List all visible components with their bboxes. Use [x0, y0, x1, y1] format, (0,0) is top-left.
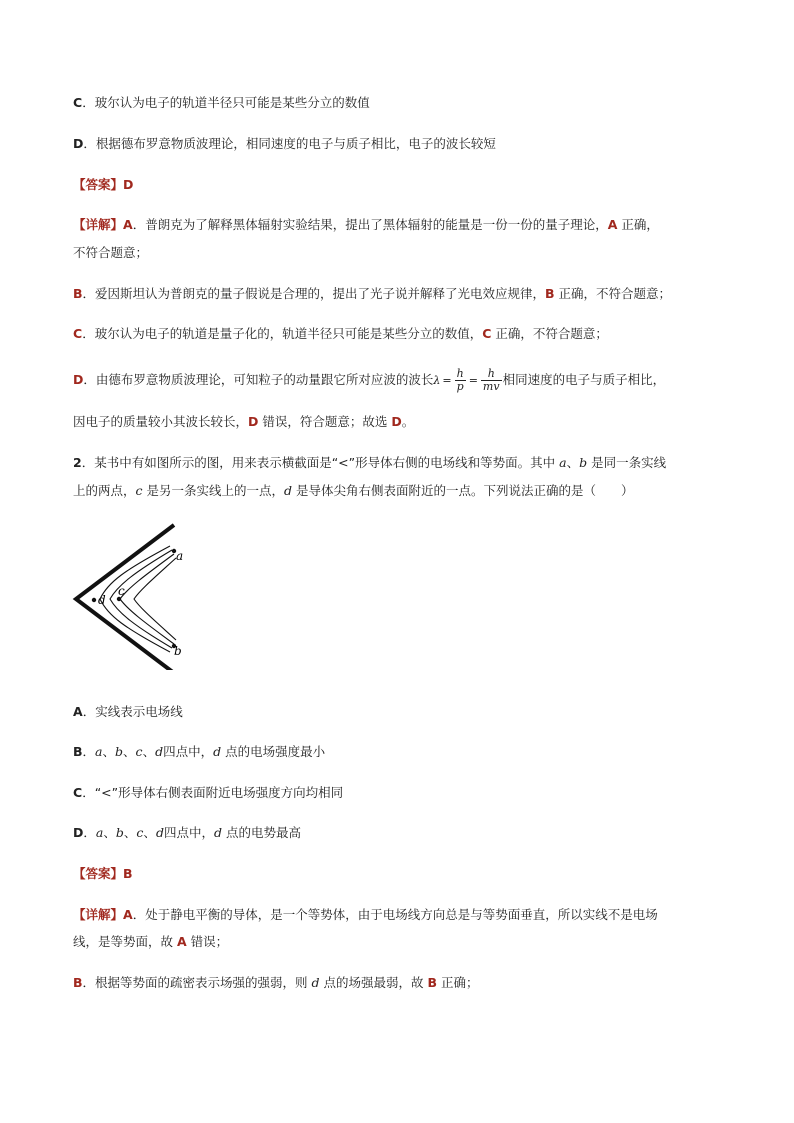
q1-explain-a-line1 — [73, 216, 659, 234]
q2-stem-line1 — [73, 454, 666, 472]
explain-tail: 正确，不符合题意； — [491, 326, 608, 341]
q1-option-d — [73, 135, 496, 153]
option-label: B — [73, 744, 83, 759]
fraction-numerator: h — [481, 368, 502, 381]
separator: 、 — [143, 825, 156, 840]
explain-label: A — [176, 934, 187, 949]
point-c-label: c — [118, 584, 125, 598]
fraction-denominator: p — [456, 380, 464, 393]
option-label: C — [73, 95, 83, 110]
separator: 、 — [102, 744, 116, 759]
option-text: ．根据德布罗意物质波理论，相同速度的电子与质子相比，电子的波长较短 — [83, 136, 496, 151]
var-d: d — [213, 744, 222, 759]
fraction-h-over-mv — [481, 368, 502, 393]
explain-tail: 正确，不符合题意； — [554, 286, 672, 301]
point-d-label: d — [98, 593, 106, 607]
explain-text-after: 相同速度的电子与质子相比， — [502, 372, 666, 387]
option-label: A — [73, 704, 83, 719]
var-d: d — [213, 825, 222, 840]
equals-sign: = — [468, 374, 478, 387]
option-label: D — [73, 825, 84, 840]
var-c: c — [135, 483, 143, 498]
explain-tail: 正确； — [437, 975, 479, 990]
explain-text: ．由德布罗意物质波理论，可知粒子的动量跟它所对应波的波长 — [83, 372, 434, 387]
q2-answer — [73, 865, 133, 883]
explain-tail: 正确， — [617, 217, 659, 232]
var-d: d — [311, 975, 320, 990]
explain-tail-label: A — [607, 217, 618, 232]
var-b: b — [579, 455, 588, 470]
q1-explain-a-line2: 不符合题意； — [73, 245, 149, 260]
q1-explain-b — [73, 285, 671, 303]
q2-stem-line2 — [73, 482, 634, 500]
separator: 、 — [123, 744, 136, 759]
explain-end: 。 — [401, 414, 415, 429]
var-a: a — [95, 825, 104, 840]
explain-text: ．玻尔认为电子的轨道是量子化的，轨道半径只可能是某些分立的数值， — [82, 326, 483, 341]
fraction-denominator: mv — [482, 380, 500, 393]
q2-explain-a-line1 — [73, 906, 658, 924]
var-d: d — [155, 744, 164, 759]
option-text: 点的电势最高 — [221, 825, 301, 840]
stem-text: ．某书中有如图所示的图，用来表示横截面是“<”形导体右侧的电场线和等势面。其中 — [81, 455, 560, 470]
explain-tail-label: C — [482, 326, 492, 341]
separator: 、 — [142, 744, 156, 759]
lambda-symbol: λ — [433, 374, 441, 387]
answer-value: B — [123, 866, 133, 881]
option-text: ．“<”形导体右侧表面附近电场强度方向均相同 — [82, 785, 344, 800]
var-a: a — [95, 744, 103, 759]
q2-option-c — [73, 784, 343, 802]
question-number: 2 — [73, 455, 82, 470]
point-d-dot — [92, 598, 96, 602]
q2-explain-a-line2 — [73, 933, 228, 951]
explain-label: B — [73, 975, 83, 990]
q2-option-a — [73, 703, 183, 721]
option-text: 四点中， — [163, 744, 214, 759]
var-c: c — [135, 744, 143, 759]
var-d: d — [155, 825, 164, 840]
option-text: ． — [83, 825, 96, 840]
fraction-h-over-p — [455, 368, 466, 393]
q2-explain-b — [73, 974, 479, 992]
q2-option-d — [73, 824, 301, 842]
equals-sign: = — [442, 374, 452, 387]
var-b: b — [115, 744, 124, 759]
stem-text: 是同一条实线 — [587, 455, 667, 470]
explain-bracket: 【详解】 — [73, 217, 124, 232]
explain-text: ．根据等势面的疏密表示场强的强弱，则 — [82, 975, 312, 990]
explain-text: 线，是等势面，故 — [73, 934, 177, 949]
separator: 、 — [566, 455, 580, 470]
separator: 、 — [103, 825, 116, 840]
q2-option-b — [73, 743, 325, 761]
option-text: ．实线表示电场线 — [82, 704, 183, 719]
explain-bracket: 【详解】 — [73, 907, 124, 922]
q1-explain-d-line2 — [73, 413, 414, 431]
option-text: 四点中， — [163, 825, 214, 840]
explain-tail-label: D — [248, 414, 259, 429]
option-text: ．玻尔认为电子的轨道半径只可能是某些分立的数值 — [82, 95, 370, 110]
explain-label: C — [73, 326, 83, 341]
var-c: c — [136, 825, 144, 840]
q1-explain-c — [73, 325, 608, 343]
stem-text: 上的两点， — [73, 483, 136, 498]
option-text: 点的电场强度最小 — [221, 744, 326, 759]
explain-tail: 错误； — [186, 934, 229, 949]
explain-label: A — [123, 907, 133, 922]
option-text: ． — [82, 744, 96, 759]
explain-label: B — [73, 286, 83, 301]
q1-answer — [73, 176, 133, 194]
answer-value: D — [123, 177, 134, 192]
explain-text: 点的场强最弱，故 — [319, 975, 428, 990]
explain-end-label: D — [391, 414, 402, 429]
var-a: a — [559, 455, 567, 470]
point-b-label: b — [174, 644, 182, 658]
separator: 、 — [123, 825, 137, 840]
stem-text: 是另一条实线上的一点， — [142, 483, 285, 498]
q1-option-c — [73, 94, 370, 112]
explain-tail-label: B — [427, 975, 438, 990]
explain-text: ．爱因斯坦认为普朗克的量子假说是合理的，提出了光子说并解释了光电效应规律， — [82, 286, 546, 301]
explain-text: ．普朗克为了解释黑体辐射实验结果，提出了黑体辐射的能量是一份一份的量子理论， — [132, 217, 608, 232]
var-b: b — [115, 825, 124, 840]
answer-bracket: 【答案】 — [73, 177, 124, 192]
option-label: C — [73, 785, 83, 800]
conductor-outline — [76, 525, 174, 670]
answer-bracket: 【答案】 — [73, 866, 124, 881]
explain-tail-label: B — [545, 286, 555, 301]
fraction-numerator: h — [456, 367, 464, 380]
stem-text: 是导体尖角右侧表面附近的一点。下列说法正确的是（ ） — [292, 483, 634, 498]
explain-label: D — [73, 372, 84, 387]
explain-tail: 错误，符合题意；故选 — [258, 414, 392, 429]
conductor-field-figure — [70, 520, 200, 670]
option-label: D — [73, 136, 84, 151]
var-d: d — [284, 483, 293, 498]
explain-text: ．处于静电平衡的导体，是一个等势体，由于电场线方向总是与等势面垂直，所以实线不是电场 — [132, 907, 658, 922]
point-a-label: a — [176, 549, 184, 563]
explain-label: A — [123, 217, 133, 232]
explain-text: 因电子的质量较小其波长较长， — [73, 414, 249, 429]
q1-explain-d-line1 — [73, 368, 665, 393]
